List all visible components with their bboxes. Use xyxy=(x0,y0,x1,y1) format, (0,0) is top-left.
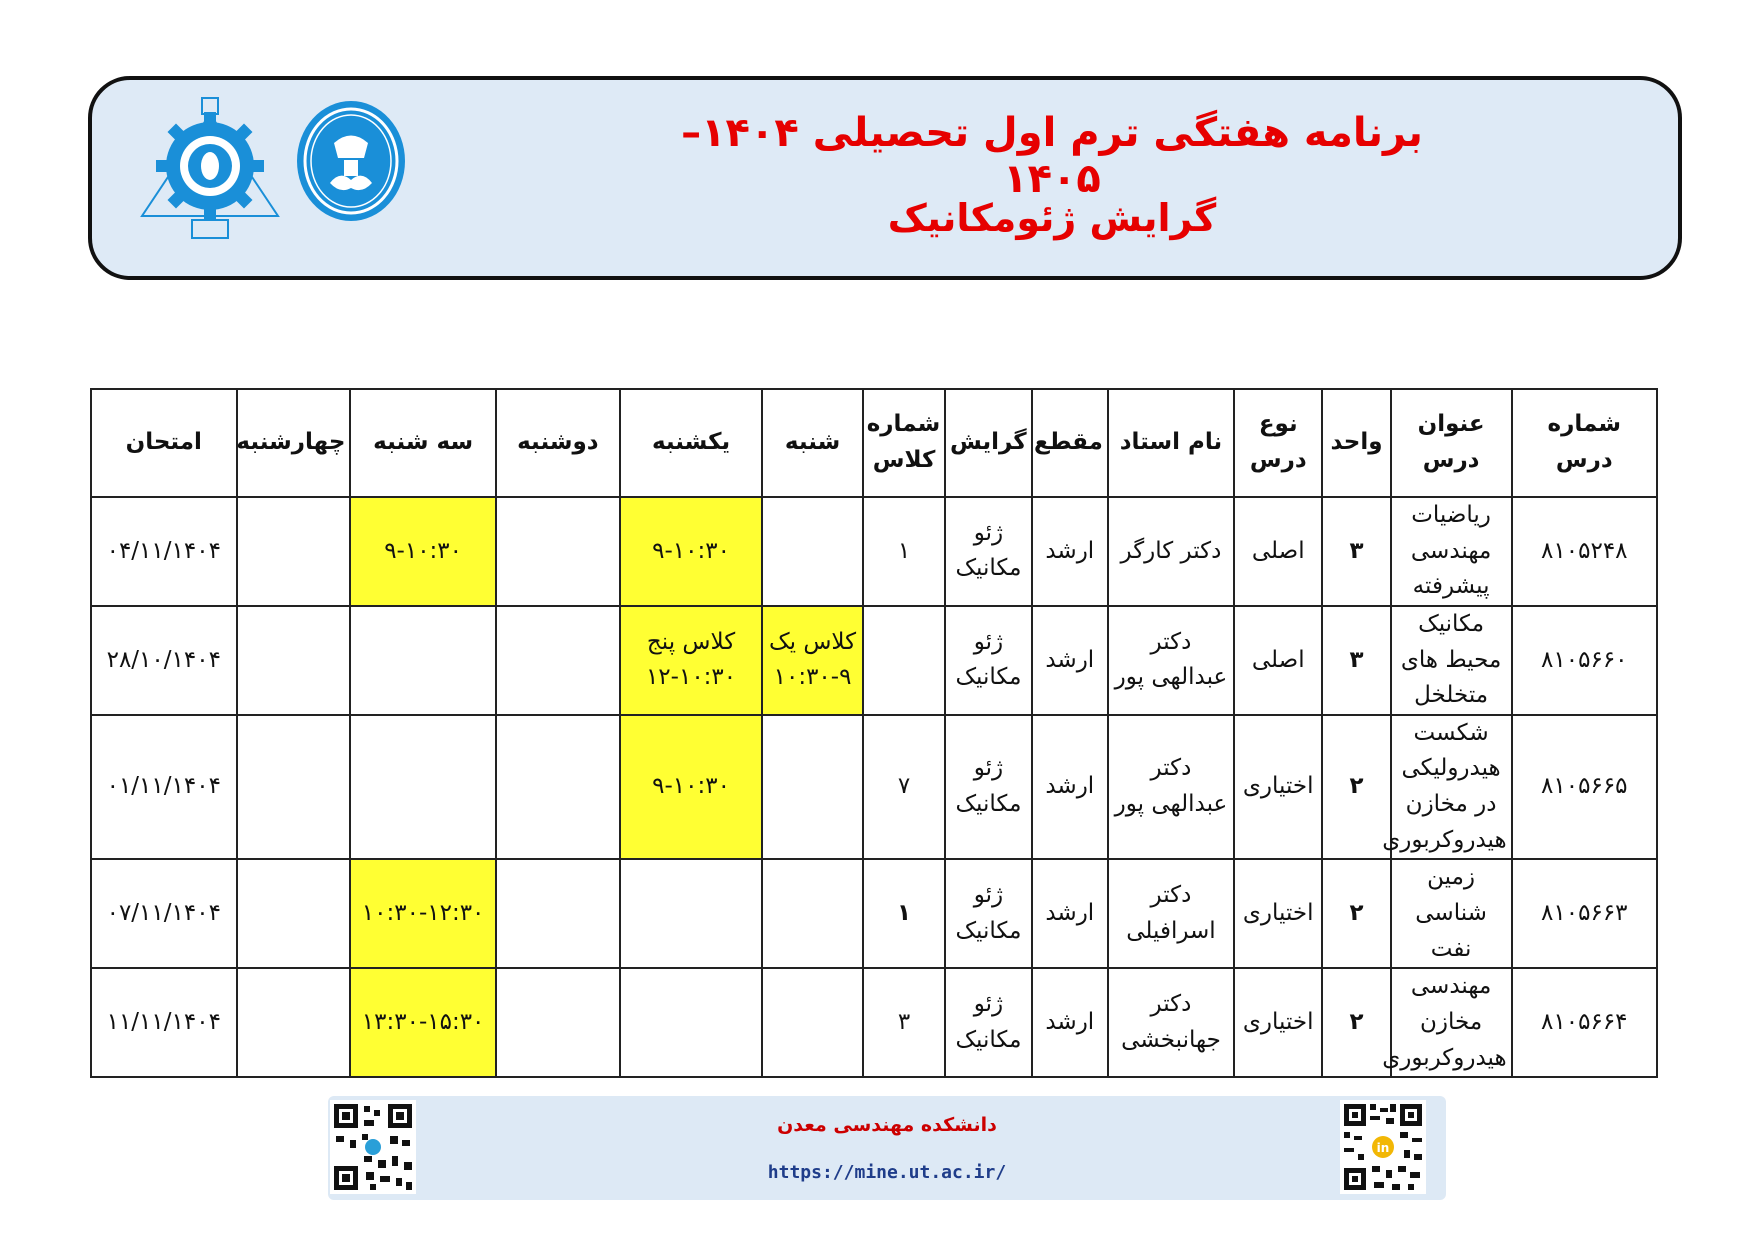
cell-sunday: کلاس پنج ۱۰:۳۰-۱۲ xyxy=(620,606,762,715)
cell-exam: ۰۴/۱۱/۱۴۰۴ xyxy=(91,497,237,606)
cell-wednesday xyxy=(237,497,351,606)
table-row xyxy=(91,859,1657,968)
cell-code: ۸۱۰۵۶۶۴ xyxy=(1512,968,1657,1077)
qr-code-icon[interactable] xyxy=(330,1100,416,1194)
cell-course: مکانیک محیط های متخلخل xyxy=(1391,606,1512,715)
cell-instructor: دکتر جهانبخشی xyxy=(1108,968,1234,1077)
cell-type: اختیاری xyxy=(1234,715,1322,860)
mining-faculty-logo-icon xyxy=(140,94,280,244)
cell-level: ارشد xyxy=(1032,859,1108,968)
cell-field: ژئو مکانیک xyxy=(945,968,1031,1077)
footer-banner xyxy=(328,1096,1446,1200)
column-header-type: نوع درس xyxy=(1234,389,1322,497)
cell-course: مهندسی مخازن هیدروکربوری xyxy=(1391,968,1512,1077)
column-header-saturday: شنبه xyxy=(762,389,863,497)
cell-saturday: کلاس یک ۹-۱۰:۳۰ xyxy=(762,606,863,715)
cell-code: ۸۱۰۵۶۶۳ xyxy=(1512,859,1657,968)
cell-sunday: ۹-۱۰:۳۰ xyxy=(620,715,762,860)
cell-saturday xyxy=(762,715,863,860)
cell-type: اصلی xyxy=(1234,497,1322,606)
cell-tuesday xyxy=(350,715,495,860)
cell-level: ارشد xyxy=(1032,968,1108,1077)
cell-room: ۷ xyxy=(863,715,945,860)
cell-code: ۸۱۰۵۲۴۸ xyxy=(1512,497,1657,606)
cell-saturday xyxy=(762,968,863,1077)
column-header-tuesday: سه شنبه xyxy=(350,389,495,497)
cell-units: ۲ xyxy=(1322,715,1390,860)
cell-level: ارشد xyxy=(1032,497,1108,606)
cell-tuesday xyxy=(350,606,495,715)
column-header-units: واحد xyxy=(1322,389,1390,497)
cell-type: اختیاری xyxy=(1234,968,1322,1077)
cell-instructor: دکتر عبدالهی پور xyxy=(1108,715,1234,860)
cell-field: ژئو مکانیک xyxy=(945,715,1031,860)
cell-wednesday xyxy=(237,968,351,1077)
table-row xyxy=(91,497,1657,606)
column-header-room: شماره کلاس xyxy=(863,389,945,497)
linkedin-qr-code-icon[interactable] xyxy=(1340,1100,1426,1194)
cell-room: ۳ xyxy=(863,968,945,1077)
table-row xyxy=(91,606,1657,715)
svg-text:in: in xyxy=(1376,1141,1390,1155)
cell-type: اختیاری xyxy=(1234,859,1322,968)
cell-course: زمین شناسی نفت xyxy=(1391,859,1512,968)
cell-room: ۱ xyxy=(863,497,945,606)
cell-monday xyxy=(496,859,620,968)
cell-field: ژئو مکانیک xyxy=(945,606,1031,715)
cell-instructor: دکتر کارگر xyxy=(1108,497,1234,606)
cell-wednesday xyxy=(237,859,351,968)
column-header-instructor: نام استاد xyxy=(1108,389,1234,497)
column-header-code: شماره درس xyxy=(1512,389,1657,497)
page-title: برنامه هفتگی ترم اول تحصیلی ۱۴۰۴–۱۴۰۵ xyxy=(681,110,1423,202)
cell-sunday xyxy=(620,859,762,968)
cell-monday xyxy=(496,606,620,715)
university-logo-icon xyxy=(294,98,408,224)
cell-saturday xyxy=(762,497,863,606)
cell-units: ۲ xyxy=(1322,968,1390,1077)
cell-sunday xyxy=(620,968,762,1077)
cell-tuesday: ۹-۱۰:۳۰ xyxy=(350,497,495,606)
cell-room: ۱ xyxy=(863,859,945,968)
cell-level: ارشد xyxy=(1032,606,1108,715)
cell-course: شکست هیدرولیکی در مخازن هیدروکربوری xyxy=(1391,715,1512,860)
page-subtitle: گرایش ژئومکانیک xyxy=(887,196,1217,240)
cell-course: ریاضیات مهندسی پیشرفته xyxy=(1391,497,1512,606)
column-header-monday: دوشنبه xyxy=(496,389,620,497)
footer-faculty-name: دانشکده مهندسی معدن xyxy=(777,1114,997,1136)
column-header-exam: امتحان xyxy=(91,389,237,497)
table-row xyxy=(91,715,1657,860)
cell-wednesday xyxy=(237,606,351,715)
cell-instructor: دکتر عبدالهی پور xyxy=(1108,606,1234,715)
schedule-table xyxy=(90,388,1658,1078)
cell-type: اصلی xyxy=(1234,606,1322,715)
cell-code: ۸۱۰۵۶۶۰ xyxy=(1512,606,1657,715)
cell-field: ژئو مکانیک xyxy=(945,497,1031,606)
cell-field: ژئو مکانیک xyxy=(945,859,1031,968)
cell-units: ۲ xyxy=(1322,859,1390,968)
cell-exam: ۰۷/۱۱/۱۴۰۴ xyxy=(91,859,237,968)
column-header-field: گرایش xyxy=(945,389,1031,497)
cell-instructor: دکتر اسرافیلی xyxy=(1108,859,1234,968)
cell-exam: ۰۱/۱۱/۱۴۰۴ xyxy=(91,715,237,860)
cell-level: ارشد xyxy=(1032,715,1108,860)
cell-sunday: ۹-۱۰:۳۰ xyxy=(620,497,762,606)
cell-units: ۳ xyxy=(1322,606,1390,715)
cell-monday xyxy=(496,497,620,606)
cell-tuesday: ۱۰:۳۰-۱۲:۳۰ xyxy=(350,859,495,968)
cell-monday xyxy=(496,968,620,1077)
table-row xyxy=(91,968,1657,1077)
cell-exam: ۱۱/۱۱/۱۴۰۴ xyxy=(91,968,237,1077)
cell-wednesday xyxy=(237,715,351,860)
cell-code: ۸۱۰۵۶۶۵ xyxy=(1512,715,1657,860)
footer-website-link[interactable]: https://mine.ut.ac.ir/ xyxy=(767,1162,1007,1183)
header-banner xyxy=(88,76,1682,280)
column-header-level: مقطع xyxy=(1032,389,1108,497)
cell-room xyxy=(863,606,945,715)
column-header-course: عنوان درس xyxy=(1391,389,1512,497)
cell-units: ۳ xyxy=(1322,497,1390,606)
cell-monday xyxy=(496,715,620,860)
column-header-sunday: یکشنبه xyxy=(620,389,762,497)
table-header-row xyxy=(91,389,1657,497)
cell-tuesday: ۱۳:۳۰-۱۵:۳۰ xyxy=(350,968,495,1077)
cell-saturday xyxy=(762,859,863,968)
column-header-wednesday: چهارشنبه xyxy=(237,389,351,497)
cell-exam: ۲۸/۱۰/۱۴۰۴ xyxy=(91,606,237,715)
